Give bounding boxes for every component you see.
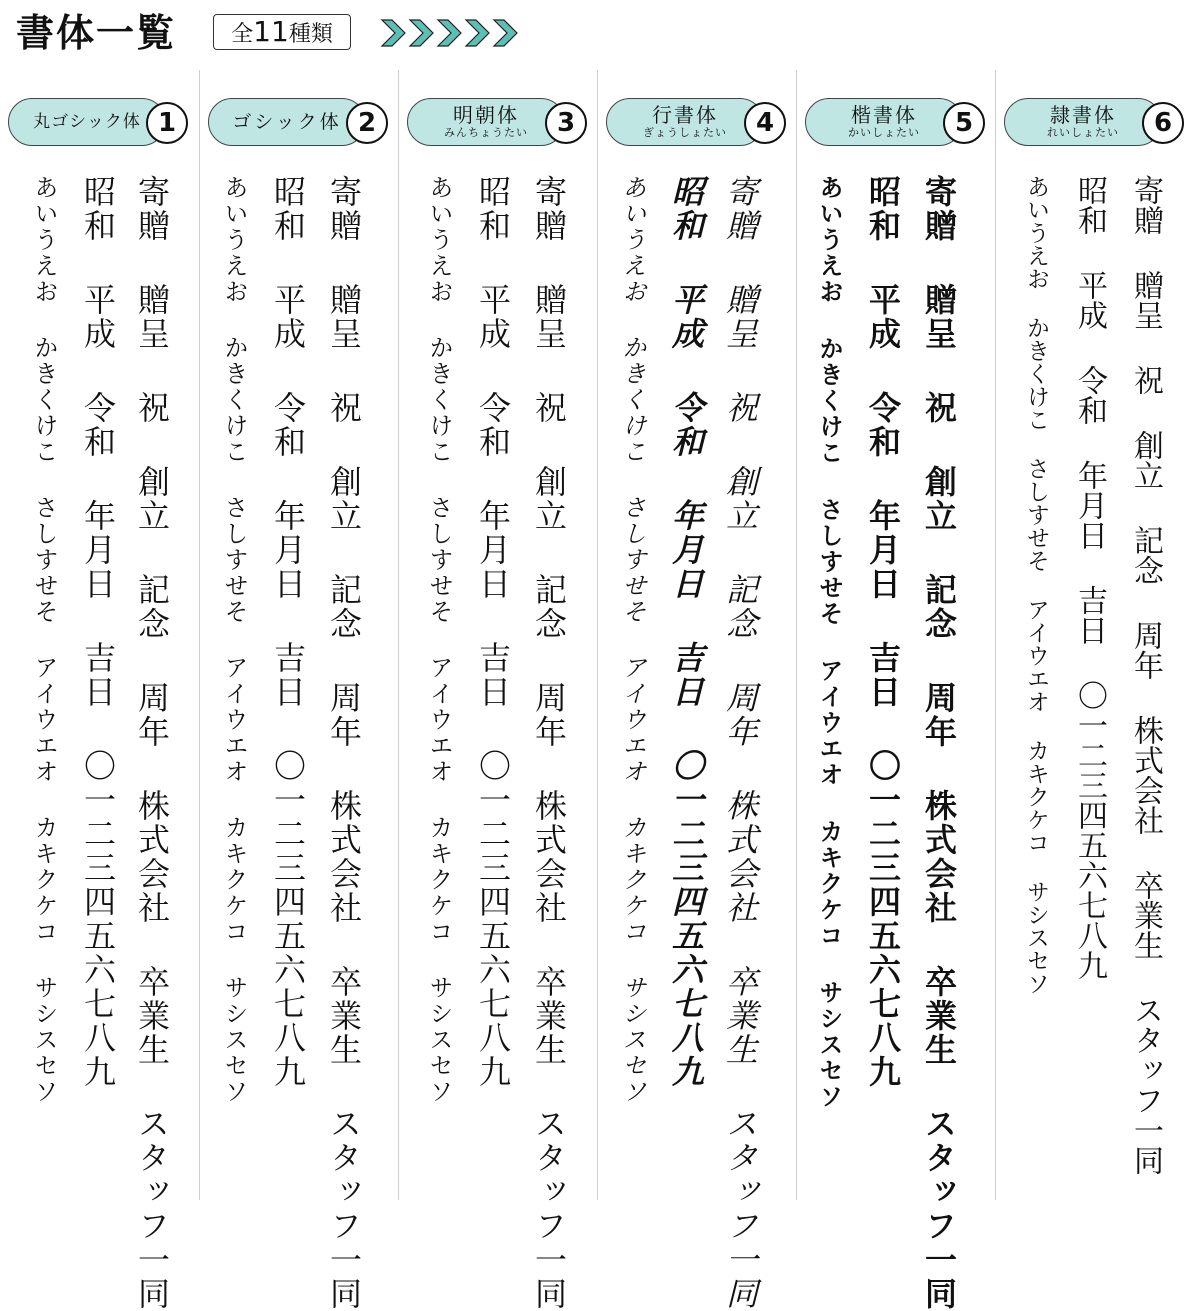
font-name: 丸ゴシック体 xyxy=(33,112,141,132)
font-column-mincho xyxy=(399,70,597,1311)
sample-line-3: あいうえお かきくけこ さしすせそ アイウエオ カキクケコ サシスセソ xyxy=(30,175,58,1105)
chevron-right-icon xyxy=(438,20,461,46)
sample-line-1: 寄贈 贈呈 祝 創立 記念 周年 株式会社 卒業生 スタッフ一同 xyxy=(325,175,363,1311)
font-name-pill xyxy=(208,98,366,146)
chevron-right-icon xyxy=(410,20,433,46)
font-column-gothic xyxy=(200,70,398,1311)
font-reading: かいしょたい xyxy=(848,126,920,139)
font-name: 明朝体 xyxy=(453,103,519,127)
font-name-pill xyxy=(407,98,565,146)
font-name-pill xyxy=(8,98,166,146)
font-name-pill xyxy=(805,98,963,146)
sample-line-2: 昭和 平成 令和 年月日 吉日 〇一二三四五六七八九 xyxy=(79,175,117,1089)
sample-line-3: あいうえお かきくけこ さしすせそ アイウエオ カキクケコ サシスセソ xyxy=(220,175,248,1105)
chevron-right-icon xyxy=(382,20,405,46)
page-header xyxy=(0,0,1200,66)
sample-line-2: 昭和 平成 令和 年月日 吉日 〇一二三四五六七八九 xyxy=(1072,175,1107,980)
sample-line-1: 寄贈 贈呈 祝 創立 記念 周年 株式会社 卒業生 スタッフ一同 xyxy=(133,175,171,1311)
font-name: 行書体 xyxy=(652,103,718,127)
sample-line-3: あいうえお かきくけこ さしすせそ アイウエオ カキクケコ サシスセソ xyxy=(425,175,453,1105)
sample-line-1: 寄贈 贈呈 祝 創立 記念 周年 株式会社 卒業生 スタッフ一同 xyxy=(721,175,759,1311)
font-column-gyosho xyxy=(598,70,796,1311)
font-column-kaisho xyxy=(797,70,995,1311)
badge-number: 11 xyxy=(253,15,289,48)
badge-suffix: 種類 xyxy=(288,22,333,47)
font-number-badge: 2 xyxy=(346,102,388,144)
font-column-maru-gothic xyxy=(0,70,198,1311)
sample-line-3: あいうえお かきくけこ さしすせそ アイウエオ カキクケコ サシスセソ xyxy=(815,175,844,1110)
sample-line-3: あいうえお かきくけこ さしすせそ アイウエオ カキクケコ サシスセソ xyxy=(618,175,646,1105)
font-reading: ぎょうしょたい xyxy=(643,126,727,139)
chevron-right-icon xyxy=(494,20,517,46)
font-reading: みんちょうたい xyxy=(444,126,528,139)
chevron-decoration xyxy=(380,16,540,50)
sample-line-2: 昭和 平成 令和 年月日 吉日 〇一二三四五六七八九 xyxy=(474,175,512,1089)
font-name: 楷書体 xyxy=(851,103,917,127)
sample-line-2: 昭和 平成 令和 年月日 吉日 〇一二三四五六七八九 xyxy=(269,175,307,1089)
font-name: 隷書体 xyxy=(1050,103,1116,127)
sample-line-2: 昭和 平成 令和 年月日 吉日 〇一二三四五六七八九 xyxy=(864,175,902,1089)
font-number-badge: 4 xyxy=(744,102,786,144)
sample-line-1: 寄贈 贈呈 祝 創立 記念 周年 株式会社 卒業生 スタッフ一同 xyxy=(1128,175,1163,1175)
badge-prefix: 全 xyxy=(231,22,254,47)
font-name-pill xyxy=(1004,98,1162,146)
font-reading: れいしょたい xyxy=(1047,126,1119,139)
font-number-badge: 6 xyxy=(1142,102,1184,144)
sample-line-3: あいうえお かきくけこ さしすせそ アイウエオ カキクケコ サシスセソ xyxy=(1023,175,1049,995)
font-name: ゴシック体 xyxy=(232,111,342,133)
font-count-badge xyxy=(213,14,351,50)
font-number-badge: 5 xyxy=(943,102,985,144)
font-column-reisho xyxy=(996,70,1194,1200)
page-title: 書体一覧 xyxy=(16,11,177,55)
font-number-badge: 1 xyxy=(146,102,188,144)
font-name-pill xyxy=(606,98,764,146)
sample-line-1: 寄贈 贈呈 祝 創立 記念 周年 株式会社 卒業生 スタッフ一同 xyxy=(920,175,958,1311)
sample-line-1: 寄贈 贈呈 祝 創立 記念 周年 株式会社 卒業生 スタッフ一同 xyxy=(530,175,568,1311)
sample-line-2: 昭和 平成 令和 年月日 吉日 〇一二三四五六七八九 xyxy=(667,175,705,1089)
chevron-right-icon xyxy=(466,20,489,46)
font-number-badge: 3 xyxy=(545,102,587,144)
